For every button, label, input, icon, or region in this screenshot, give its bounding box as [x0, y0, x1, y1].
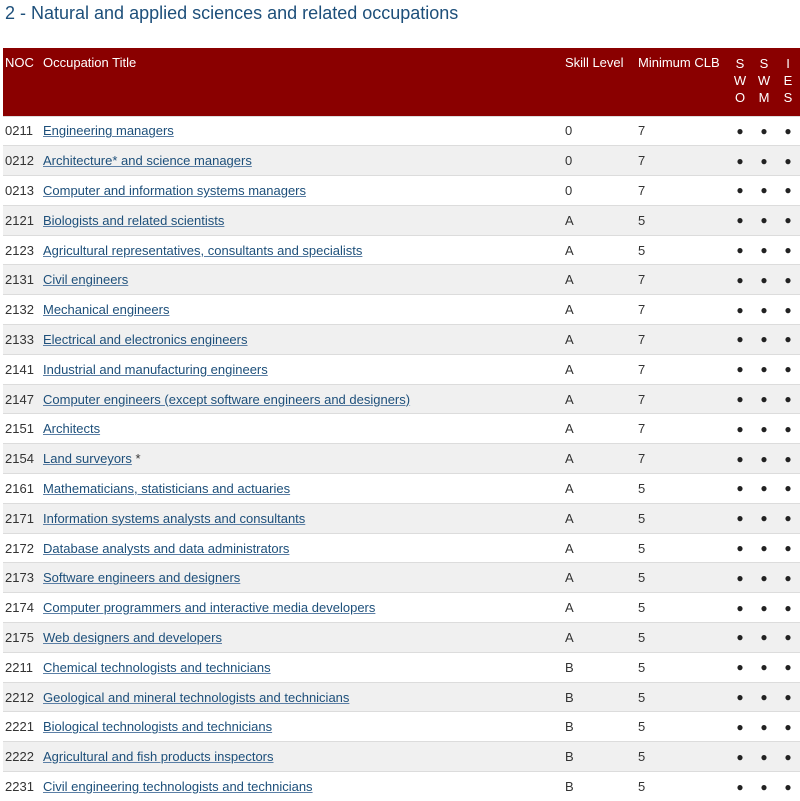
- occupation-link[interactable]: Engineering managers: [43, 123, 174, 139]
- occupation-link[interactable]: Web designers and developers: [43, 629, 222, 645]
- swm-bullet: ●: [752, 652, 776, 682]
- swo-bullet: ●: [728, 533, 752, 563]
- swo-bullet: ●: [728, 146, 752, 176]
- swo-bullet: ●: [728, 444, 752, 474]
- occupation-title-cell: [43, 533, 565, 563]
- occupation-link[interactable]: Mechanical engineers: [43, 302, 170, 318]
- noc-code: 2211: [3, 652, 43, 682]
- swo-bullet: ●: [728, 325, 752, 355]
- occupation-title-cell: [43, 205, 565, 235]
- minimum-clb: 7: [638, 325, 728, 355]
- occupations-table: [3, 48, 800, 801]
- minimum-clb: 7: [638, 444, 728, 474]
- ies-bullet: ●: [776, 533, 800, 563]
- noc-code: 2171: [3, 503, 43, 533]
- swm-bullet: ●: [752, 325, 776, 355]
- noc-code: 2141: [3, 354, 43, 384]
- swo-bullet: ●: [728, 623, 752, 653]
- noc-code: 2231: [3, 772, 43, 801]
- occupation-title-cell: [43, 384, 565, 414]
- occupation-title-cell: [43, 265, 565, 295]
- swo-bullet: ●: [728, 116, 752, 146]
- header-minimum-clb: Minimum CLB: [638, 55, 720, 70]
- table-row: [3, 265, 800, 295]
- table-row: [3, 712, 800, 742]
- occupation-title-cell: [43, 295, 565, 325]
- skill-level: A: [565, 235, 638, 265]
- minimum-clb: 5: [638, 742, 728, 772]
- occupation-link[interactable]: Computer programmers and interactive media developers: [43, 600, 376, 616]
- minimum-clb: 5: [638, 712, 728, 742]
- occupation-title-cell: [43, 623, 565, 653]
- header-swo: [728, 48, 752, 116]
- ies-bullet: ●: [776, 444, 800, 474]
- noc-code: 2123: [3, 235, 43, 265]
- skill-level: A: [565, 265, 638, 295]
- skill-level: A: [565, 384, 638, 414]
- noc-code: 2131: [3, 265, 43, 295]
- occupation-title-cell: [43, 116, 565, 146]
- minimum-clb: 5: [638, 503, 728, 533]
- skill-level: A: [565, 593, 638, 623]
- noc-code: 2147: [3, 384, 43, 414]
- occupation-title-cell: [43, 474, 565, 504]
- swo-bullet: ●: [728, 712, 752, 742]
- skill-level: A: [565, 205, 638, 235]
- minimum-clb: 7: [638, 146, 728, 176]
- occupation-link[interactable]: Mathematicians, statisticians and actuaries: [43, 480, 291, 496]
- swo-bullet: ●: [728, 384, 752, 414]
- swm-bullet: ●: [752, 176, 776, 206]
- swm-bullet: ●: [752, 414, 776, 444]
- swm-bullet: ●: [752, 146, 776, 176]
- header-ies: [776, 48, 800, 116]
- occupation-link[interactable]: Geological and mineral technologists and technicians: [43, 689, 350, 705]
- swm-bullet: ●: [752, 712, 776, 742]
- swo-bullet: ●: [728, 295, 752, 325]
- ies-bullet: ●: [776, 623, 800, 653]
- table-row: [3, 235, 800, 265]
- occupation-title-cell: [43, 563, 565, 593]
- skill-level: B: [565, 652, 638, 682]
- header-skill-level: Skill Level: [565, 55, 624, 70]
- occupation-link[interactable]: Computer engineers (except software engineers and designers): [43, 391, 411, 407]
- minimum-clb: 7: [638, 354, 728, 384]
- occupation-link[interactable]: Industrial and manufacturing engineers: [43, 361, 268, 377]
- skill-level: B: [565, 772, 638, 801]
- table-row: [3, 623, 800, 653]
- skill-level: A: [565, 295, 638, 325]
- occupation-link[interactable]: Software engineers and designers: [43, 570, 241, 586]
- minimum-clb: 5: [638, 533, 728, 563]
- header-ies-line: S: [783, 90, 793, 105]
- swm-bullet: ●: [752, 682, 776, 712]
- header-swm-line: M: [758, 90, 770, 105]
- noc-code: 2121: [3, 205, 43, 235]
- minimum-clb: 7: [638, 265, 728, 295]
- ies-bullet: ●: [776, 474, 800, 504]
- header-occupation-title: Occupation Title: [43, 55, 137, 70]
- swm-bullet: ●: [752, 533, 776, 563]
- occupation-link[interactable]: Agricultural representatives, consultants and specialists: [43, 242, 363, 258]
- skill-level: A: [565, 474, 638, 504]
- skill-level: A: [565, 414, 638, 444]
- table-row: [3, 772, 800, 801]
- minimum-clb: 5: [638, 652, 728, 682]
- header-row: [3, 48, 800, 116]
- swm-bullet: ●: [752, 474, 776, 504]
- occupation-title-cell: [43, 235, 565, 265]
- swo-bullet: ●: [728, 176, 752, 206]
- ies-bullet: ●: [776, 265, 800, 295]
- table-row: [3, 742, 800, 772]
- occupation-title-cell: [43, 325, 565, 355]
- minimum-clb: 5: [638, 682, 728, 712]
- skill-level: A: [565, 623, 638, 653]
- minimum-clb: 7: [638, 116, 728, 146]
- skill-level: A: [565, 503, 638, 533]
- occupation-title-cell: [43, 176, 565, 206]
- swm-bullet: ●: [752, 593, 776, 623]
- swm-bullet: ●: [752, 265, 776, 295]
- table-row: [3, 533, 800, 563]
- ies-bullet: ●: [776, 205, 800, 235]
- occupation-link[interactable]: Information systems analysts and consultants: [43, 510, 306, 526]
- table-row: [3, 354, 800, 384]
- table-row: [3, 384, 800, 414]
- occupation-title-cell: [43, 146, 565, 176]
- ies-bullet: ●: [776, 682, 800, 712]
- noc-code: 2161: [3, 474, 43, 504]
- swm-bullet: ●: [752, 563, 776, 593]
- table-header: [3, 48, 800, 116]
- ies-bullet: ●: [776, 116, 800, 146]
- table-row: [3, 176, 800, 206]
- occupation-link[interactable]: Agricultural and fish products inspectors: [43, 749, 274, 765]
- occupation-link[interactable]: Biologists and related scientists: [43, 212, 225, 228]
- noc-code: 2151: [3, 414, 43, 444]
- noc-code: 0211: [3, 116, 43, 146]
- table-row: [3, 503, 800, 533]
- table-row: [3, 295, 800, 325]
- swo-bullet: ●: [728, 593, 752, 623]
- minimum-clb: 5: [638, 593, 728, 623]
- occupation-link[interactable]: Electrical and electronics engineers: [43, 331, 248, 347]
- swm-bullet: ●: [752, 354, 776, 384]
- noc-code: 2222: [3, 742, 43, 772]
- occupation-suffix: *: [131, 451, 141, 467]
- ies-bullet: ●: [776, 146, 800, 176]
- skill-level: A: [565, 325, 638, 355]
- occupation-link[interactable]: Land surveyors: [43, 451, 132, 467]
- minimum-clb: 7: [638, 384, 728, 414]
- occupation-link[interactable]: Database analysts and data administrators: [43, 540, 290, 556]
- occupation-title-cell: [43, 354, 565, 384]
- noc-code: 0213: [3, 176, 43, 206]
- swm-bullet: ●: [752, 116, 776, 146]
- swm-bullet: ●: [752, 772, 776, 801]
- swm-bullet: ●: [752, 503, 776, 533]
- occupation-link[interactable]: Architecture* and science managers: [43, 153, 252, 169]
- occupation-title-cell: [43, 742, 565, 772]
- noc-code: 2212: [3, 682, 43, 712]
- occupation-link[interactable]: Civil engineering technologists and technicians: [43, 779, 313, 795]
- swo-bullet: ●: [728, 682, 752, 712]
- noc-code: 2221: [3, 712, 43, 742]
- table-row: [3, 146, 800, 176]
- header-swo-line: S: [735, 56, 745, 71]
- swm-bullet: ●: [752, 295, 776, 325]
- swo-bullet: ●: [728, 742, 752, 772]
- page-title: 2 - Natural and applied sciences and related occupations: [5, 3, 459, 23]
- occupation-link[interactable]: Civil engineers: [43, 272, 129, 288]
- ies-bullet: ●: [776, 325, 800, 355]
- swo-bullet: ●: [728, 205, 752, 235]
- noc-code: 2154: [3, 444, 43, 474]
- table-row: [3, 682, 800, 712]
- header-noc: NOC: [5, 55, 34, 70]
- header-swo-line: W: [733, 73, 747, 88]
- occupation-title-cell: [43, 414, 565, 444]
- minimum-clb: 7: [638, 414, 728, 444]
- swo-bullet: ●: [728, 563, 752, 593]
- occupation-title-cell: [43, 444, 565, 474]
- skill-level: B: [565, 742, 638, 772]
- occupation-link[interactable]: Computer and information systems managers: [43, 182, 307, 198]
- swm-bullet: ●: [752, 384, 776, 414]
- header-swo-line: O: [734, 90, 746, 105]
- occupation-title-cell: [43, 682, 565, 712]
- occupation-title-cell: [43, 772, 565, 801]
- table-row: [3, 205, 800, 235]
- ies-bullet: ●: [776, 176, 800, 206]
- noc-code: 2174: [3, 593, 43, 623]
- minimum-clb: 5: [638, 623, 728, 653]
- table-row: [3, 414, 800, 444]
- table-body: [3, 116, 800, 801]
- swm-bullet: ●: [752, 742, 776, 772]
- ies-bullet: ●: [776, 354, 800, 384]
- table-row: [3, 116, 800, 146]
- swo-bullet: ●: [728, 265, 752, 295]
- noc-code: 2133: [3, 325, 43, 355]
- minimum-clb: 5: [638, 235, 728, 265]
- occupation-title-cell: [43, 652, 565, 682]
- swm-bullet: ●: [752, 235, 776, 265]
- skill-level: A: [565, 444, 638, 474]
- table-row: [3, 444, 800, 474]
- ies-bullet: ●: [776, 593, 800, 623]
- swo-bullet: ●: [728, 474, 752, 504]
- table-row: [3, 325, 800, 355]
- skill-level: A: [565, 563, 638, 593]
- table-row: [3, 593, 800, 623]
- occupation-title-cell: [43, 712, 565, 742]
- ies-bullet: ●: [776, 414, 800, 444]
- table-row: [3, 652, 800, 682]
- ies-bullet: ●: [776, 563, 800, 593]
- noc-code: 0212: [3, 146, 43, 176]
- ies-bullet: ●: [776, 652, 800, 682]
- swo-bullet: ●: [728, 503, 752, 533]
- ies-bullet: ●: [776, 295, 800, 325]
- ies-bullet: ●: [776, 235, 800, 265]
- minimum-clb: 5: [638, 205, 728, 235]
- skill-level: A: [565, 533, 638, 563]
- swo-bullet: ●: [728, 652, 752, 682]
- swm-bullet: ●: [752, 623, 776, 653]
- noc-code: 2175: [3, 623, 43, 653]
- skill-level: B: [565, 682, 638, 712]
- header-swm-line: W: [757, 73, 771, 88]
- header-swm: [752, 48, 776, 116]
- occupation-title-cell: [43, 503, 565, 533]
- ies-bullet: ●: [776, 742, 800, 772]
- ies-bullet: ●: [776, 384, 800, 414]
- swo-bullet: ●: [728, 772, 752, 801]
- swm-bullet: ●: [752, 444, 776, 474]
- header-ies-line: I: [786, 56, 790, 71]
- skill-level: B: [565, 712, 638, 742]
- skill-level: 0: [565, 146, 638, 176]
- table-row: [3, 563, 800, 593]
- swo-bullet: ●: [728, 414, 752, 444]
- swo-bullet: ●: [728, 235, 752, 265]
- header-swm-line: S: [759, 56, 769, 71]
- ies-bullet: ●: [776, 503, 800, 533]
- table-row: [3, 474, 800, 504]
- skill-level: 0: [565, 176, 638, 206]
- occupation-title-cell: [43, 593, 565, 623]
- skill-level: A: [565, 354, 638, 384]
- skill-level: 0: [565, 116, 638, 146]
- minimum-clb: 5: [638, 563, 728, 593]
- header-ies-line: E: [783, 73, 793, 88]
- minimum-clb: 7: [638, 295, 728, 325]
- noc-code: 2132: [3, 295, 43, 325]
- occupation-link[interactable]: Chemical technologists and technicians: [43, 659, 271, 675]
- occupation-link[interactable]: Architects: [43, 421, 101, 437]
- noc-code: 2172: [3, 533, 43, 563]
- ies-bullet: ●: [776, 712, 800, 742]
- swm-bullet: ●: [752, 205, 776, 235]
- minimum-clb: 5: [638, 772, 728, 801]
- minimum-clb: 5: [638, 474, 728, 504]
- ies-bullet: ●: [776, 772, 800, 801]
- occupation-link[interactable]: Biological technologists and technicians: [43, 719, 273, 735]
- noc-code: 2173: [3, 563, 43, 593]
- swo-bullet: ●: [728, 354, 752, 384]
- minimum-clb: 7: [638, 176, 728, 206]
